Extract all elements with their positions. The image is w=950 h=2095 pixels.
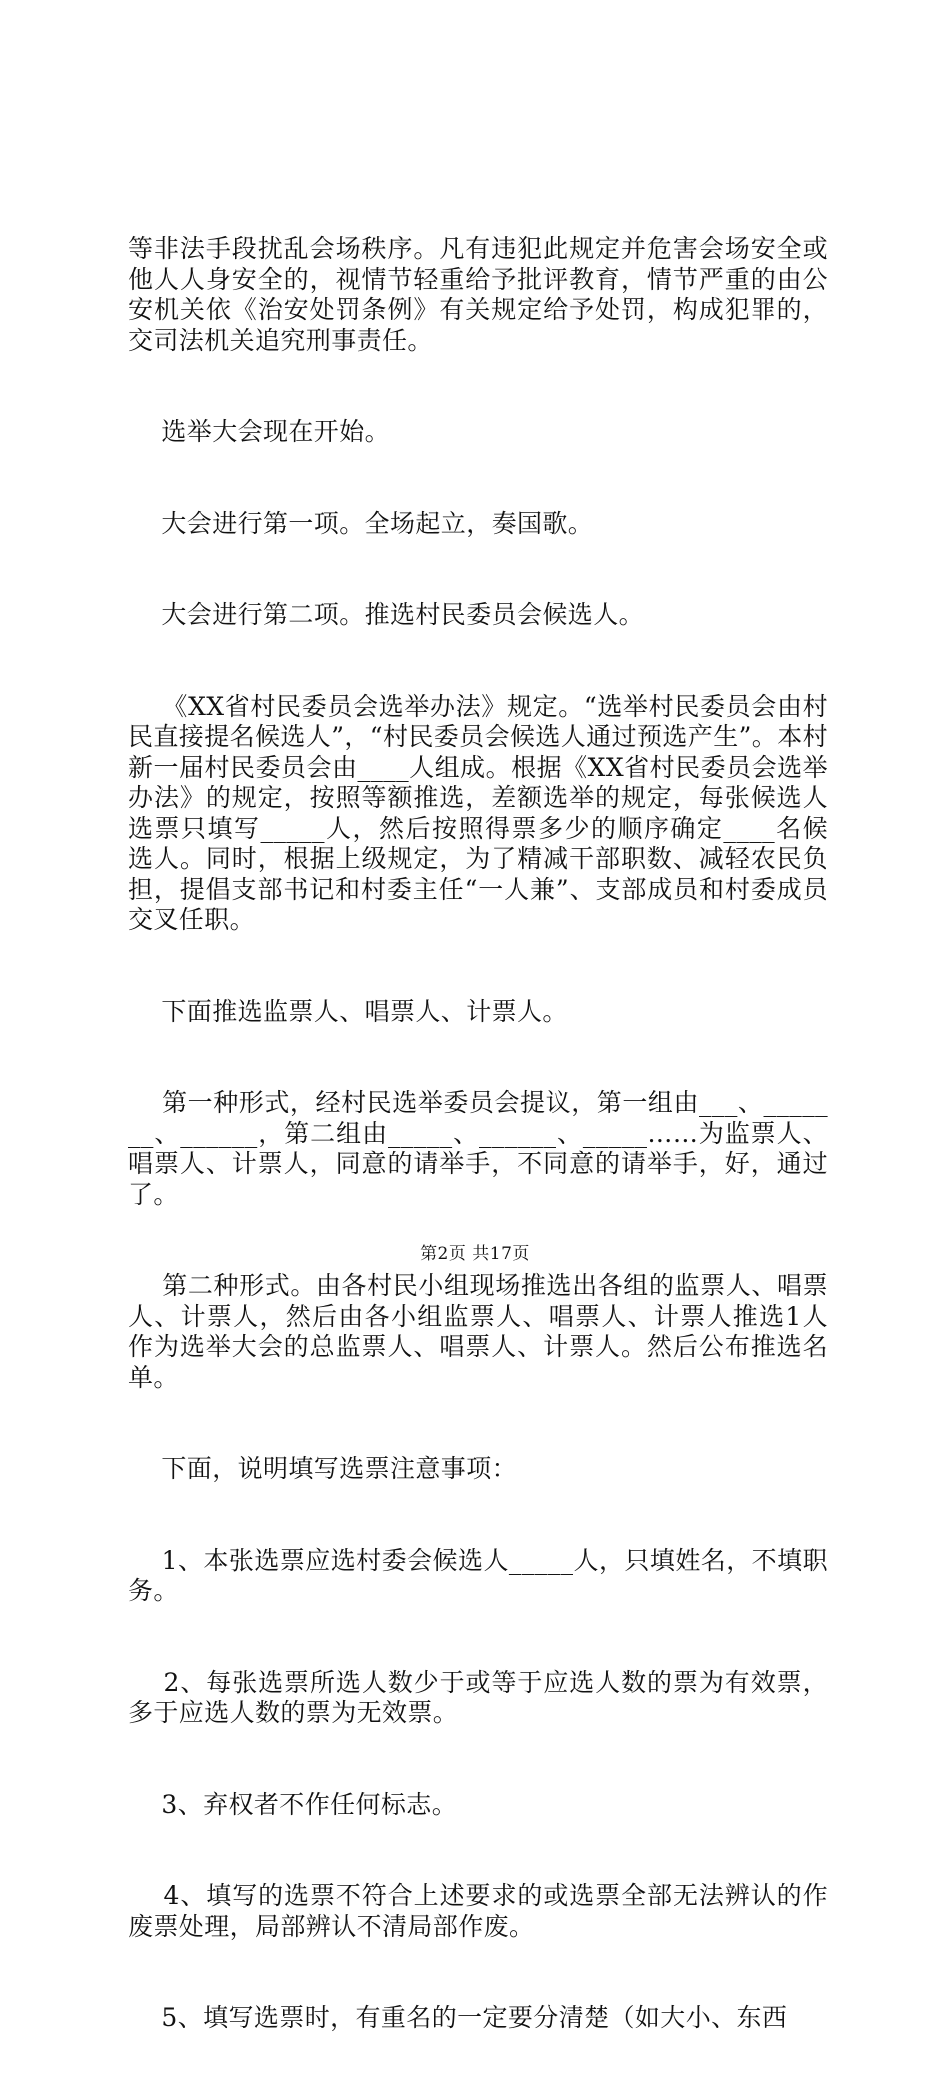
paragraph-note-5: 5、填写选票时，有重名的一定要分清楚（如大小、东西 — [128, 2003, 788, 2032]
paragraph-note-3: 3、弃权者不作任何标志。 — [128, 1789, 458, 1819]
page-number-footer: 第2页 共17页 — [420, 1244, 530, 1264]
paragraph-note-1: 1、本张选票应选村委会候选人_____人，只填姓名，不填职务。 — [128, 1545, 828, 1605]
paragraph-election-start: 选举大会现在开始。 — [128, 417, 390, 446]
paragraph-continuation: 等非法手段扰乱会场秩序。凡有违犯此规定并危害会场安全或他人人身安全的，视情节轻重给予批评教育，情节严重的由公安机关依《治安处罚条例》有关规定给予处罚，构成犯罪的，交司法机关追究刑事责任。 — [128, 234, 828, 355]
paragraph-form-two: 第二种形式。由各村民小组现场推选出各组的监票人、唱票人、计票人，然后由各小组监票人、唱票人、计票人推选1人作为选举大会的总监票人、唱票人、计票人。然后公布推选名单。 — [128, 1271, 828, 1392]
paragraph-form-one: 第一种形式，经村民选举委员会提议，第一组由___、_______、______，第二组由_____、______、_____……为监票人、唱票人、计票人，同意的请举手，不同意的请举手，好，通过了。 — [128, 1088, 828, 1209]
paragraph-ballot-notes-intro: 下面，说明填写选票注意事项： — [128, 1454, 517, 1483]
document-body — [128, 173, 828, 2095]
paragraph-item-one: 大会进行第一项。全场起立，奏国歌。 — [128, 508, 594, 538]
paragraph-note-4: 4、填写的选票不符合上述要求的或选票全部无法辨认的作废票处理，局部辨认不清局部作废。 — [128, 1881, 828, 1941]
paragraph-note-2: 2、每张选票所选人数少于或等于应选人数的票为有效票，多于应选人数的票为无效票。 — [128, 1667, 828, 1727]
paragraph-item-two: 大会进行第二项。推选村民委员会候选人。 — [128, 600, 644, 629]
paragraph-select-tellers: 下面推选监票人、唱票人、计票人。 — [128, 996, 568, 1026]
paragraph-election-rules: 《XX省村民委员会选举办法》规定。“选举村民委员会由村民直接提名候选人”，“村民委员会候选人通过预选产生”。本村新一届村民委员会由____人组成。根据《XX省村民委员会选举办法》的规定，按照等额推选，差额选举的规定，每张候选人选票只填写_____人，然后按照得票多少的顺序确定____名候选人。同时，根据上级规定，为了精减干部职数、减轻农民负担，提倡支部书记和村委主任“一人兼”、支部成员和村委成员交叉任职。 — [128, 691, 828, 934]
